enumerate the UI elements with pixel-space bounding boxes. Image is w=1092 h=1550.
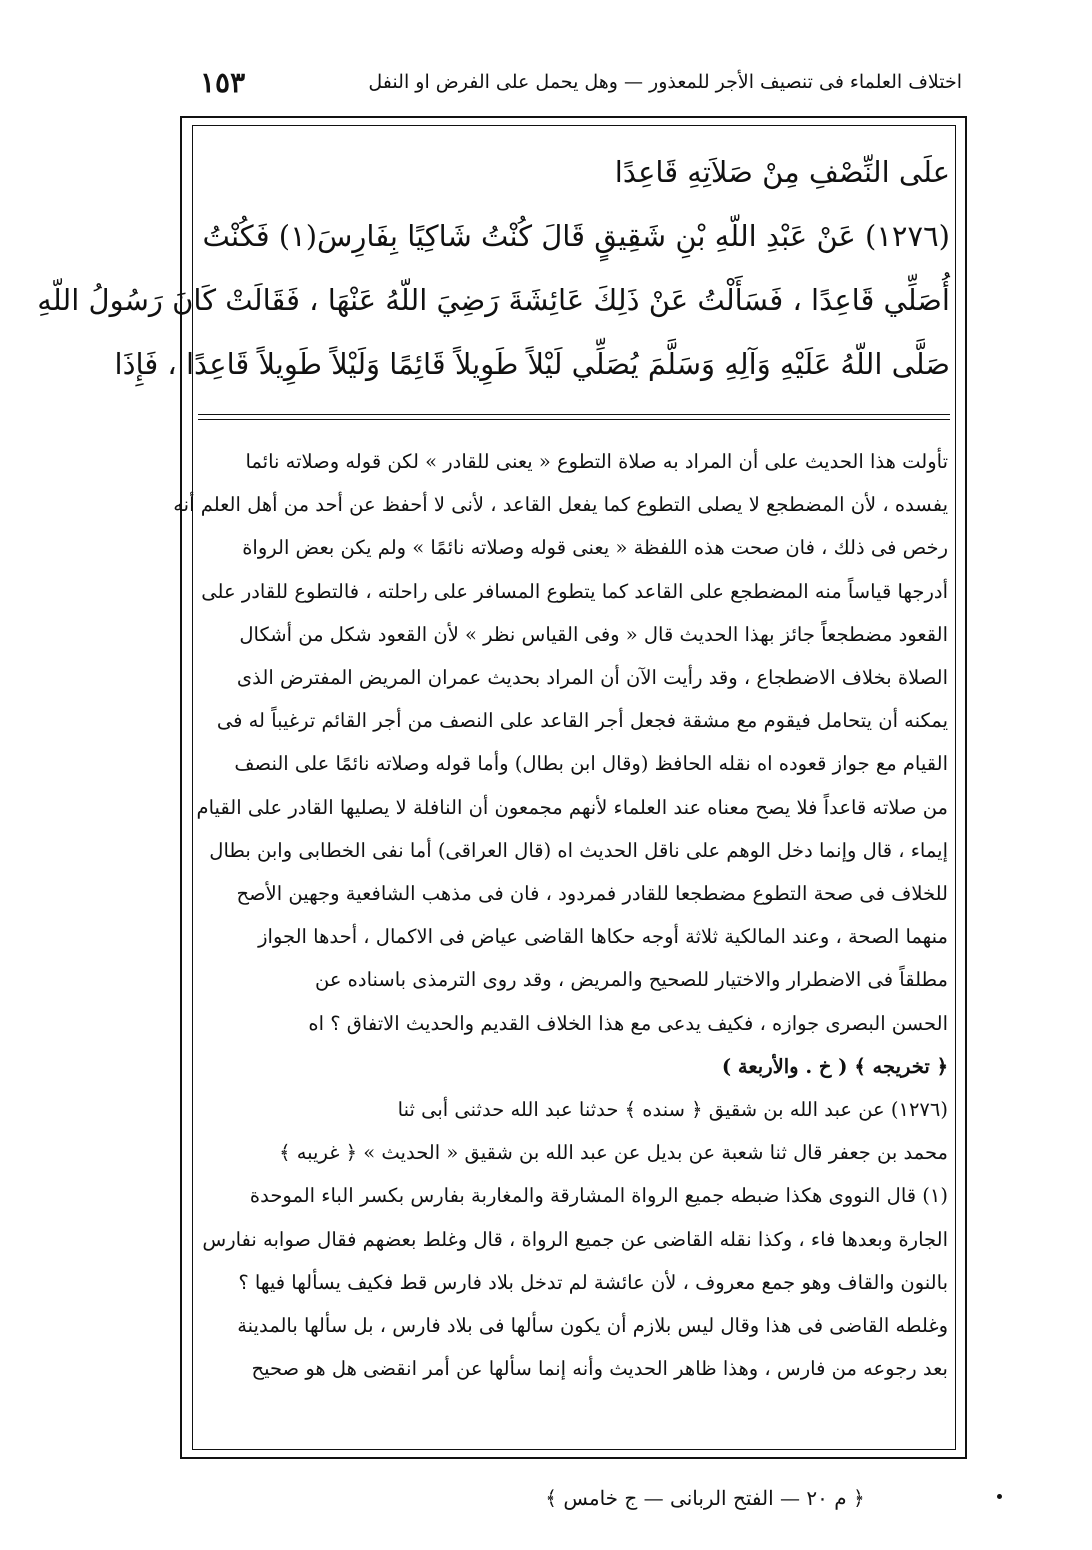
sanad-line: (١٢٧٦) عن عبد الله بن شقيق ﴿ سنده ﴾ حدثنا عبد الله حدثنى أبى ثنا [397,1098,948,1122]
commentary-line: منهما الصحة ، وعند المالكية ثلاثة أوجه حكاها القاضى عياض فى الاكمال ، أحدها الجواز [258,925,948,949]
commentary-line: تأولت هذا الحديث على أن المراد به صلاة التطوع « يعنى للقادر » لكن قوله وصلاته نائما [245,450,948,473]
section-divider [198,419,950,420]
commentary-line: مطلقاً فى الاضطرار والاختيار للصحيح والمريض ، وقد روى الترمذى باسناده عن [315,968,948,992]
commentary-line: إيماء ، قال وإنما دخل الوهم على ناقل الحديث اه (قال العراقى) أما نفى الخطابى وابن بطال [209,838,948,862]
takhrij-line: ﴿ تخريجه ﴾ ( خ . والأربعة ) [721,1054,948,1078]
commentary-line: للخلاف فى صحة التطوع مضطجعا للقادر فمردود ، فان فى مذهب الشافعية وجهين الأصح [236,882,948,906]
footnote-line: (١) قال النووى هكذا ضبطه جميع الرواة المشارقة والمغاربة بفارس بكسر الباء الموحدة [249,1184,948,1208]
footnote-line: الجارة وبعدها فاء ، وكذا نقله القاضى عن جميع الرواة ، قال وغلط بعضهم فقال صوابه نفارس [202,1227,948,1251]
page-footer: ﴿ م ٢٠ — الفتح الربانى — ج خامس ﴾ [545,1486,865,1510]
hadith-line: علَى النِّصْفِ مِنْ صَلاَتِهِ قَاعِدًا [614,155,950,189]
commentary-line: أدرجها قياساً منه المضطجع على القاعد كما يتطوع المسافر على راحلته ، فالتطوع للقادر على [201,579,948,603]
commentary-line: رخص فى ذلك ، فان صحت هذه اللفظة « يعنى قوله وصلاته نائمًا » ولم يكن بعض الرواة [242,536,948,560]
commentary-line: القيام مع جواز قعوده اه نقله الحافظ (وقال ابن بطال) وأما قوله وصلاته نائمًا على النصف [234,752,948,776]
footnote-line: بالنون والقاف وهو جمع معروف ، لأن عائشة لم تدخل بلاد فارس قط فكيف يسألها فيها ؟ [238,1270,948,1294]
hadith-line: (١٢٧٦) عَنْ عَبْدِ اللّهِ بْنِ شَقِيقٍ قَالَ كُنْتُ شَاكِيًا بِفَارِسَ(١) فَكُنْتُ [202,219,950,253]
commentary-line: من صلاته قاعداً فلا يصح معناه عند العلماء لأنهم مجمعون أن النافلة لا يصليها القادر على القيام [196,795,948,819]
commentary-line: يمكنه أن يتحامل فيقوم مع مشقة فجعل أجر القاعد على النصف من أجر القائم ترغيباً له فى [216,709,948,733]
hadith-text [37,140,950,396]
footnote-line: وغلطه القاضى فى هذا وقال ليس بلازم أن يكون سألها فى بلاد فارس ، بل سألها بالمدينة [237,1314,948,1338]
commentary-line: القعود مضطجعاً جائز بهذا الحديث قال « وفى القياس نظر » لأن القعود شكل من أشكال [239,622,948,646]
commentary-line: الصلاة بخلاف الاضطجاع ، وقد رأيت الآن أن المراد بحديث عمران المريض المفترض الذى [236,666,948,690]
hadith-line: أُصَلِّي قَاعِدًا ، فَسَأَلْتُ عَنْ ذَلِكَ عَائِشَةَ رَضِيَ اللّهُ عَنْهَا ، فَقَالَتْ كَانَ رَسُولُ اللّهِ [37,283,950,317]
header-title: اختلاف العلماء فى تنصيف الأجر للمعذور — وهل يحمل على الفرض او النفل [368,71,962,93]
commentary-text [173,440,948,1390]
footnote-line: بعد رجوعه من فارس ، وهذا ظاهر الحديث وأنه إنما سألها عن أمر انقضى هل هو صحيح [251,1357,948,1381]
page-number: ١٥٣ [200,65,246,99]
margin-dot [997,1494,1002,1499]
commentary-line: يفسده ، لأن المضطجع لا يصلى التطوع كما يفعل القاعد ، لأنى لا أحفظ عن أحد من أهل العلم أنه [173,493,948,517]
hadith-line: صَلَّى اللّهُ عَلَيْهِ وَآلِهِ وَسَلَّمَ يُصَلِّي لَيْلاً طَوِيلاً قَائِمًا وَلَيْلاً طَوِيلاً قَاعِدًا ، فَإِذَا [114,347,950,381]
running-header [196,62,962,102]
section-divider [198,414,950,415]
sanad-line: محمد بن جعفر قال ثنا شعبة عن بديل عن عبد الله بن شقيق « الحديث » ﴿ غريبه ﴾ [279,1141,948,1165]
commentary-line: الحسن البصرى جوازه ، فكيف يدعى مع هذا الخلاف القديم والحديث الاتفاق ؟ اه [308,1011,948,1035]
